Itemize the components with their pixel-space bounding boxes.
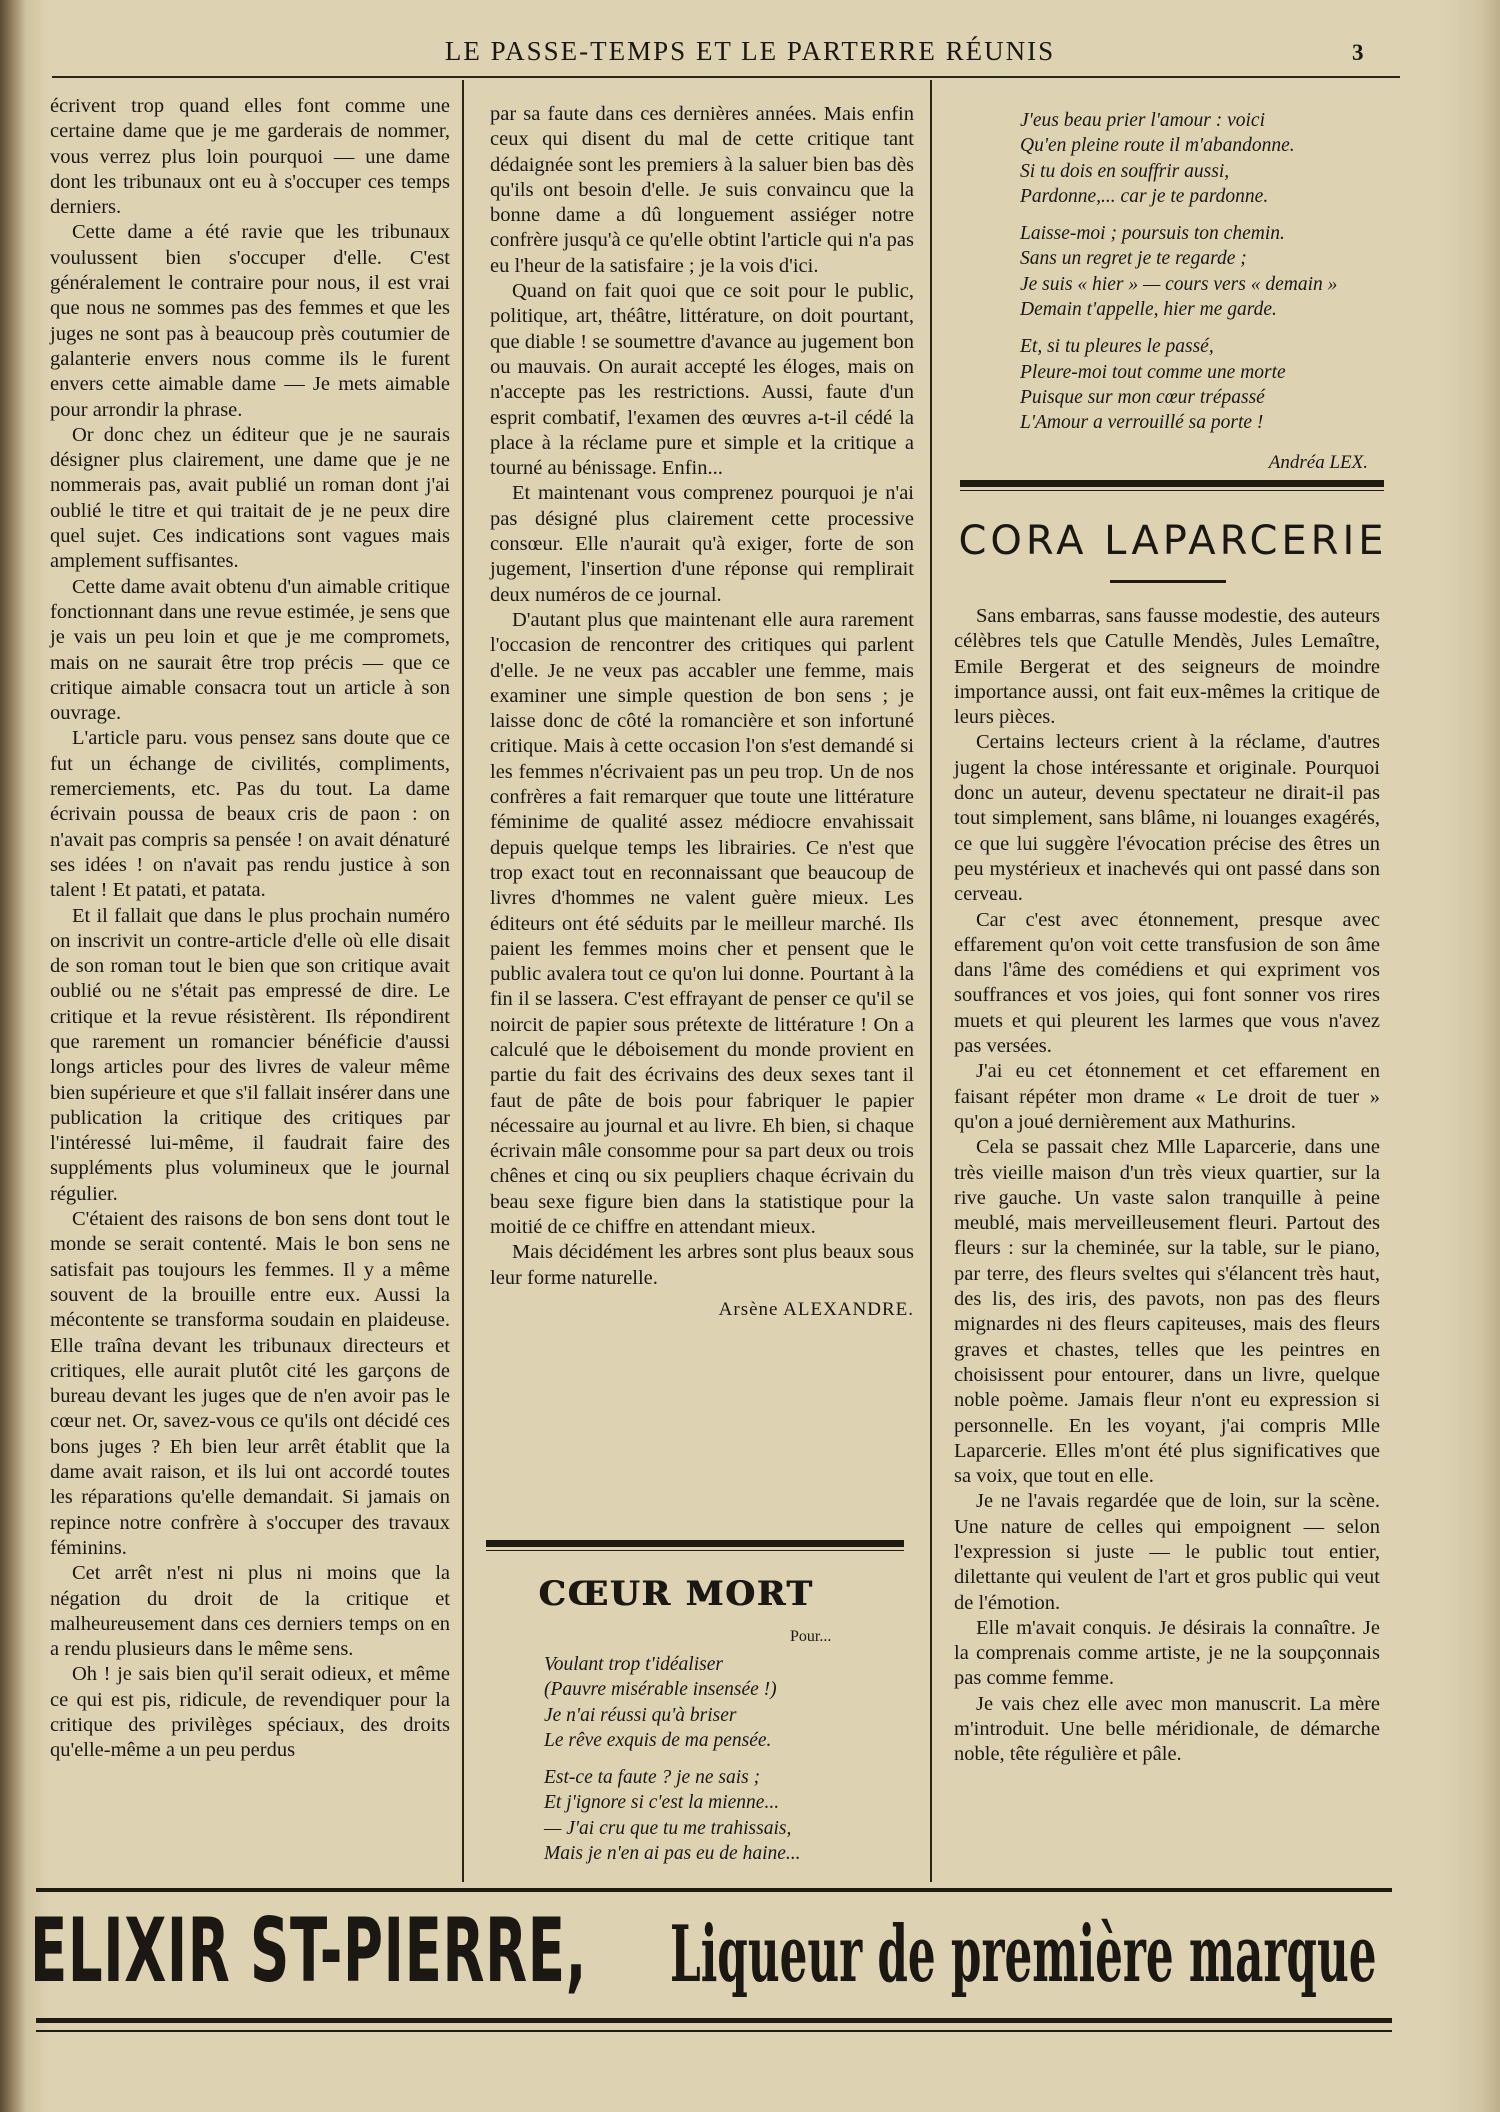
poem-title: CŒUR MORT: [538, 1574, 814, 1614]
column-rule-left: [462, 80, 464, 1882]
column-1: [50, 94, 450, 1764]
poem-line: Le rêve exquis de ma pensée.: [544, 1729, 772, 1751]
ad-brand: ELIXIR ST-PIERRE,: [30, 1899, 587, 2002]
poem-top-thin-rule: [486, 1550, 904, 1551]
poem-top-rule: [486, 1540, 904, 1547]
col1-paragraph: Cette dame a été ravie que les tribunaux voulussent bien s'occuper d'elle. C'est généralement le contraire pour nous, il est vrai que nous ne sommes pas des femmes et que les juges ne sont pas à beaucoup près coutumier de galanterie envers nous comme ils le furent envers cette aimable dame — Je mets aimable pour arrondir la phrase.: [50, 221, 450, 421]
poem-line: L'Amour a verrouillé sa porte !: [1020, 412, 1264, 434]
poem-stanza: [544, 1765, 884, 1866]
poem-continuation: [1020, 108, 1400, 475]
column-rule-right: [930, 80, 932, 1882]
poem-line: Et, si tu pleures le passé,: [1020, 336, 1214, 358]
poem-line: Qu'en pleine route il m'abandonne.: [1020, 135, 1295, 157]
poem-line: — J'ai cru que tu me trahissais,: [544, 1817, 792, 1839]
col2-paragraph: Et maintenant vous comprenez pourquoi je n'ai pas désigné plus clairement cette processive consœur. Elle n'aurait qu'à exiger, forte de son jugement, l'insertion d'une réponse qui remplirait deux numéros de ce journal.: [490, 482, 914, 606]
col3-paragraph: Elle m'avait conquis. Je désirais la connaître. Je la comprenais comme artiste, je ne la soupçonnais pas comme femme.: [954, 1616, 1380, 1690]
col2-paragraph: Mais décidément les arbres sont plus beaux sous leur forme naturelle.: [490, 1241, 914, 1289]
col1-paragraph: écrivent trop quand elles font comme une certaine dame que je me garderais de nommer, vous verrez plus loin pourquoi — une dame dont les tribunaux ont eu à s'occuper ces temps derniers.: [50, 95, 450, 219]
poem-line: Demain t'appelle, hier me garde.: [1020, 299, 1277, 321]
poem-dedication: Pour...: [790, 1628, 832, 1645]
running-head: LE PASSE-TEMPS ET LE PARTERRE RÉUNIS: [444, 36, 1056, 66]
ad-tagline: Liqueur de première marque: [670, 1909, 1377, 2000]
ad-bottom-rule: [36, 2018, 1392, 2023]
col3-paragraph: Cela se passait chez Mlle Laparcerie, dans une très vieille maison d'un très vieux quartier, sur la rive gauche. Un vaste salon tranquille à peine meublé, mais merveilleusement fleuri. Partout des fleurs : sur la cheminée, sur la table, sur le piano, par terre, des fleurs sveltes qui s'élancent très haut, des lis, des iris, des pavots, non pas des fleurs mignardes ni des fleurs capiteuses, mais des fleurs graves et chastes, telles que les peintres en choisissent pour entourer, dans un livre, quelque noble poème. Jamais fleur n'ont eu expression si personnelle. En les voyant, j'ai compris Mlle Laparcerie. Elles m'ont été plus significatives que sa voix, que tout en elle.: [954, 1136, 1380, 1488]
col2-paragraph: D'autant plus que maintenant elle aura rarement l'occasion de rencontrer des critiques qui parlent d'elle. Je ne veux pas accabler une femme, mais examiner une simple question de bon sens ; je laisse donc de côté la romancière et son infortuné critique. Mais à cette occasion l'on s'est demandé si les femmes n'écrivaient pas un peu trop. Un de nos confrères a fait remarquer que toute une littérature féminime de qualité assez médiocre envahissait depuis quelque temps les librairies. Ce n'est que trop exact tout en reconnaissant que beaucoup de livres d'hommes ne valent guère mieux. Les éditeurs ont été séduits par le meilleur marché. Ils paient les femmes moins cher et pensent que le public avalera tout ce qu'on lui donne. Pourtant à la fin il se lassera. C'est effrayant de penser ce qu'il se noircit de papier sous prétexte de littérature ! On a calculé que le déboisement du monde provient en partie du fait des écrivains des deux sexes tant il faut de pâte de bois pour fabriquer le papier nécessaire au journal et au livre. Eh bien, si chaque écrivain mâle consomme pour sa part deux ou trois chênes et cinq ou six peupliers chaque écrivain du beau sexe figure bien dans la statistique pour la moitié de ce chiffre en attendant mieux.: [490, 608, 914, 1239]
advertisement: [30, 1896, 1430, 2006]
col3-paragraph: Sans embarras, sans fausse modestie, des auteurs célèbres tels que Catulle Mendès, Jules Lemaître, Emile Bergerat et des seigneurs de moindre importance aussi, ont fait eux-mêmes la critique de leurs pièces.: [954, 605, 1380, 729]
article-signature: Arsène ALEXANDRE.: [718, 1298, 914, 1320]
poem-line: Pleure-moi tout comme une morte: [1020, 361, 1286, 383]
poem-line: Puisque sur mon cœur trépassé: [1020, 386, 1265, 408]
poem-coeur-mort: [544, 1652, 884, 1878]
poem-line: Si tu dois en souffrir aussi,: [1020, 160, 1230, 182]
col1-paragraph: C'étaient des raisons de bon sens dont tout le monde se serait contenté. Mais le bon sens ne satisfait pas toujours les femmes. Il y a même souvent de la brouille entre eux. Aussi la mécontente se transforma soudain en plaideuse. Elle traîna devant les tribunaux directeurs et critiques, elle aurait plutôt cité les garçons de bureau devant les juges que de n'en avoir pas le cœur net. Or, savez-vous ce qu'ils ont décidé ces bons juges ? Eh bien leur arrêt établit que la dame avait raison, et ils lui ont accordé toutes les réparations qu'elle demandait. Si jamais on repince notre confrère à s'occuper des travaux féminins.: [50, 1208, 450, 1559]
poem-line: Je suis « hier » — cours vers « demain »: [1020, 273, 1338, 295]
col3-paragraph: Je vais chez elle avec mon manuscrit. La mère m'introduit. Une belle méridionale, de démarche noble, tête régulière et pâle.: [954, 1692, 1380, 1766]
article-title: CORA LAPARCERIE: [958, 518, 1388, 564]
poem-stanza: [1020, 334, 1400, 435]
poem-line: Voulant trop t'idéaliser: [544, 1654, 723, 1675]
col2-paragraph: par sa faute dans ces dernières années. Mais enfin ceux qui disent du mal de cette critique tant dédaignée sont les premiers à la saluer bien bas dès qu'ils ont besoin d'elle. Je suis convaincu que la bonne dame a dû longuement assiéger notre confrère jusqu'à ce qu'elle obtint l'article qui n'a pas eu l'heur de la satisfaire ; je la vois d'ici.: [490, 103, 914, 277]
col1-paragraph: Et il fallait que dans le plus prochain numéro on inscrivit un contre-article d'elle où elle disait de son roman tout le bien que son critique avait oublié ou ne s'était pas empressé de dire. Le critique et la revue résistèrent. Ils répondirent que rarement un romancier bénéficie d'aussi longs articles pour des livres de valeur même bien supérieure et que s'il fallait insérer dans une publication la critique des critiques par l'intéressé lui-même, il faudrait faire des suppléments plus volumineux que le journal régulier.: [50, 904, 450, 1205]
title-underline: [1110, 580, 1226, 583]
col3-paragraph: Certains lecteurs crient à la réclame, d'autres jugent la chose intéressante et originale. Pourquoi donc un auteur, devenu spectateur ne dirait-il pas tout simplement, sans blâme, ni louanges exagérés, ce que lui suggère l'évocation précise des êtres un peu mystérieux et inachevés qui ont passé dans son cerveau.: [954, 731, 1380, 906]
col1-paragraph: Cet arrêt n'est ni plus ni moins que la négation du droit de la critique et malheureusement dans ces derniers temps on en a rendu plusieurs dans le même sens.: [50, 1562, 450, 1661]
section-thin-rule: [960, 490, 1384, 491]
poem-line: Laisse-moi ; poursuis ton chemin.: [1020, 223, 1285, 245]
poem-line: Pardonne,... car je te pardonne.: [1020, 185, 1269, 207]
column-2: [490, 102, 914, 1322]
ad-top-rule: [36, 1888, 1392, 1892]
poem-signature: Andréa LEX.: [1268, 451, 1368, 473]
col3-paragraph: J'ai eu cet étonnement et cet effarement en faisant répéter mon drame « Le droit de tuer » qu'on a joué dernièrement aux Mathurins.: [954, 1060, 1380, 1133]
poem-line: Est-ce ta faute ? je ne sais ;: [544, 1767, 761, 1789]
col2-paragraph: Quand on fait quoi que ce soit pour le public, politique, art, théâtre, littérature, on doit pourtant, que diable ! se soumettre d'avance au jugement bon ou mauvais. On aurait accepté les éloges, mais on n'accepte pas les restrictions. Aussi, faute d'un esprit combatif, l'examen des œuvres a-t-il cédé la place à la réclame pure et simple et la critique a tourné au bénissage. Enfin...: [490, 280, 914, 480]
col1-paragraph: Oh ! je sais bien qu'il serait odieux, et même ce qui est pis, ridicule, de revendiquer pour la critique des privilèges spéciaux, des droits qu'elle-même a un peu perdus: [50, 1663, 450, 1762]
section-rule: [960, 480, 1384, 487]
col1-paragraph: Cette dame avait obtenu d'un aimable critique fonctionnant dans une revue estimée, je sens que je vais un peu loin et que je me compromets, mais on ne saurait être trop précis — que ce critique aimable consacra tout un article à son ouvrage.: [50, 575, 450, 725]
col1-paragraph: L'article paru. vous pensez sans doute que ce fut un échange de civilités, compliments, remerciements, etc. Pas du tout. La dame écrivain poussa de beaux cris de paon : on n'avait pas compris sa pensée ! on avait dénaturé ses idées ! on n'avait pas rendu justice à son talent ! Et patati, et patata.: [50, 727, 450, 902]
ad-bottom-thin-rule: [36, 2030, 1392, 2032]
poem-line: J'eus beau prier l'amour : voici: [1020, 110, 1265, 131]
col1-paragraph: Or donc chez un éditeur que je ne saurais désigner plus clairement, une dame que je ne nommerais pas, avait publié un roman dont j'ai oublié le titre et qui traitait de je ne peux dire quel sujet. Ces indications sont vagues mais amplement suffisantes.: [50, 423, 450, 573]
header-rule: [52, 76, 1400, 78]
column-3-article: [954, 604, 1380, 1768]
col3-paragraph: Je ne l'avais regardée que de loin, sur la scène. Une nature de celles qui empoignent — selon l'expression si juste — le public tout entier, dilettante qui veulent de l'art et gros public qui veut de l'émotion.: [954, 1490, 1380, 1614]
poem-line: Et j'ignore si c'est la mienne...: [544, 1792, 780, 1814]
poem-line: Sans un regret je te regarde ;: [1020, 248, 1247, 270]
poem-line: Je n'ai réussi qu'à briser: [544, 1704, 737, 1726]
poem-stanza: [1020, 221, 1400, 322]
page-number: 3: [1352, 40, 1364, 65]
poem-line: Mais je n'en ai pas eu de haine...: [544, 1843, 801, 1865]
col3-paragraph: Car c'est avec étonnement, presque avec effarement qu'on voit cette transfusion de son âme dans l'âme des comédiens et qui expriment vos souffrances et vos joies, qui font sonner vos rires muets et qui pleurent les larmes que vous n'avez pas versées.: [954, 908, 1380, 1058]
poem-stanza: [544, 1652, 884, 1753]
poem-stanza: [1020, 108, 1400, 209]
poem-line: (Pauvre misérable insensée !): [544, 1679, 777, 1701]
